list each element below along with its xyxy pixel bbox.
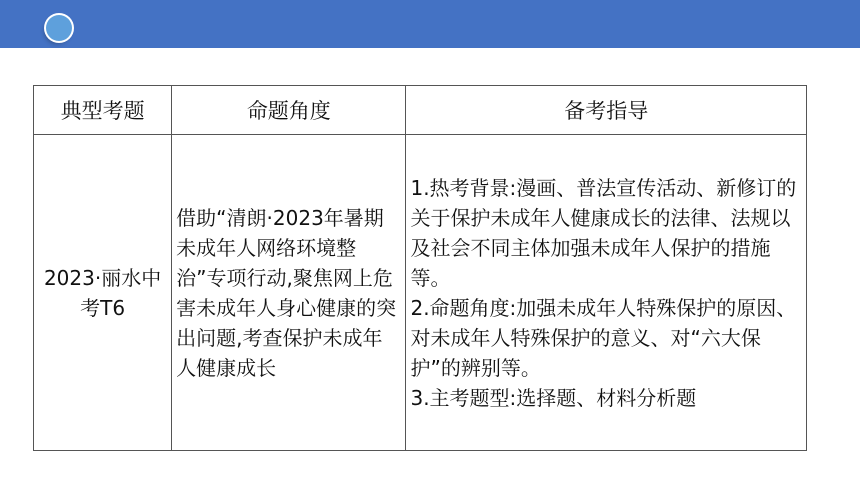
guide-item-question-type: 3.主考题型:选择题、材料分析题 [410, 385, 697, 410]
table-header-row [34, 86, 807, 135]
typical-question-text: 2023·丽水中考T6 [43, 265, 162, 320]
header-typical-question: 典型考题 [34, 86, 172, 135]
exam-guide-table [33, 85, 807, 451]
table-row [34, 135, 807, 451]
guide-item-angle: 2.命题角度:加强未成年人特殊保护的原因、对未成年人特殊保护的意义、对“六大保护”的辨别等。 [410, 295, 797, 380]
guide-item-background: 1.热考背景:漫画、普法宣传活动、新修订的关于保护未成年人健康成长的法律、法规以及社会不同主体加强未成年人保护的措施等。 [410, 175, 797, 290]
header-exam-guide: 备考指导 [406, 86, 807, 135]
circle-decoration [46, 15, 72, 41]
top-banner [0, 0, 860, 48]
cell-typical-question [34, 135, 172, 451]
cell-exam-guide [406, 135, 807, 451]
cell-question-angle [172, 135, 406, 451]
question-angle-text: 借助“清朗·2023年暑期未成年人网络环境整治”专项行动,聚焦网上危害未成年人身心健康的突出问题,考查保护未成年人健康成长 [176, 205, 397, 380]
header-question-angle: 命题角度 [172, 86, 406, 135]
